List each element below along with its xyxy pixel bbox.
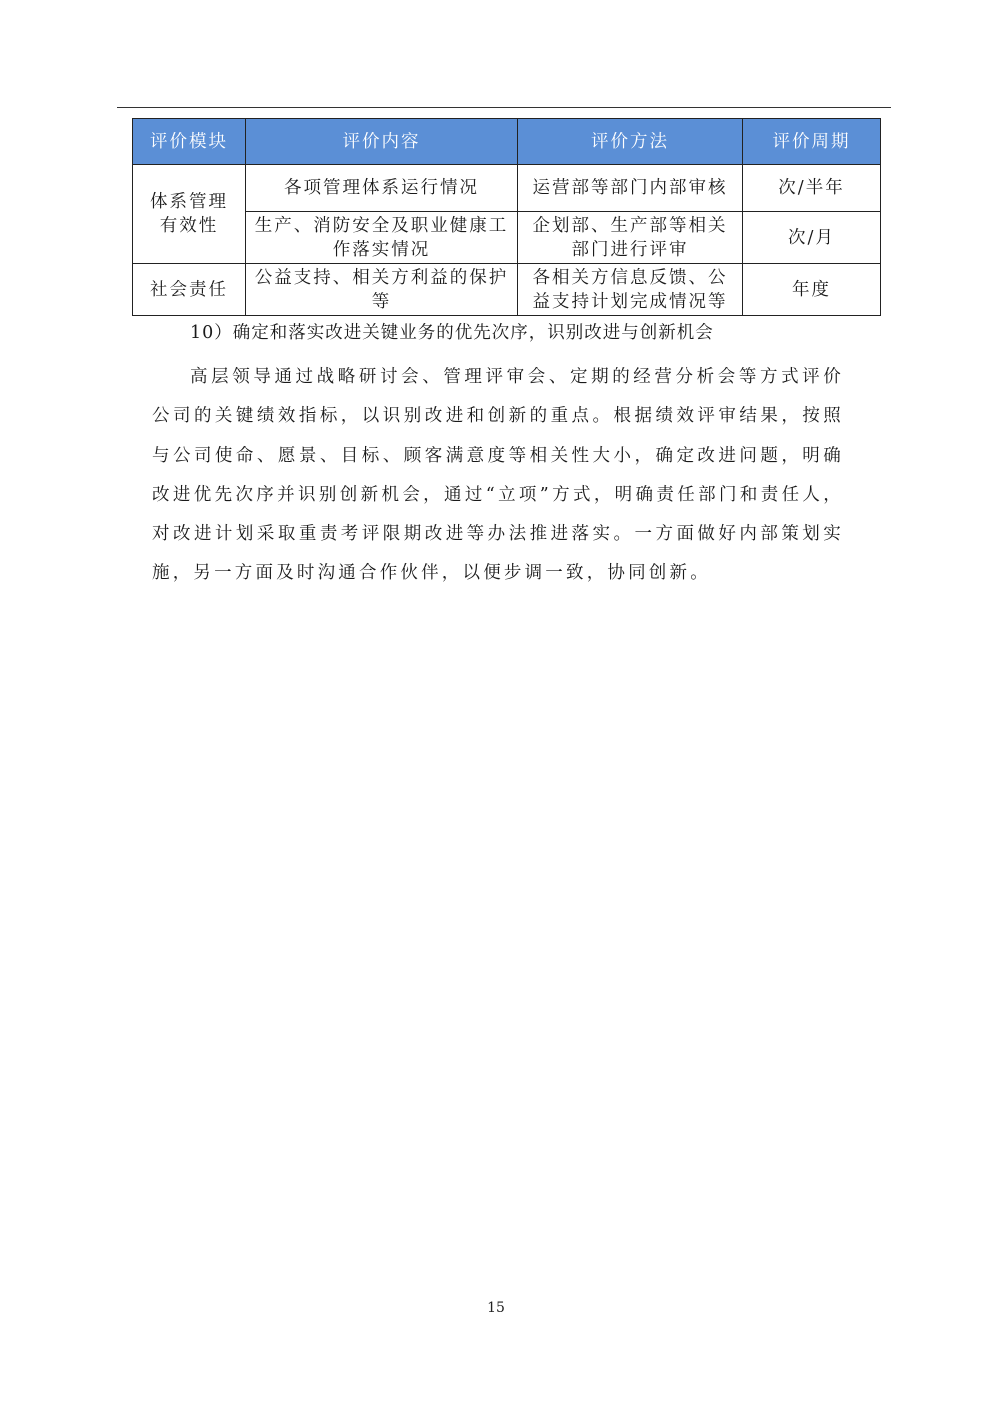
content-cell: 公益支持、相关方利益的保护等 (246, 264, 518, 316)
page-number: 15 (487, 1300, 505, 1316)
body-paragraph: 高层领导通过战略研讨会、管理评审会、定期的经营分析会等方式评价公司的关键绩效指标，以识别改进和创新的重点。根据绩效评审结果，按照与公司使命、愿景、目标、顾客满意度等相关性大小，确定改进问题，明确改进优先次序并识别创新机会，通过“立项”方式，明确责任部门和责任人，对改进计划采取重责考评限期改进等办法推进落实。一方面做好内部策划实施，另一方面及时沟通合作伙伴，以便步调一致，协同创新。 (152, 367, 844, 584)
table-header-row (133, 119, 881, 165)
content-cell: 生产、消防安全及职业健康工作落实情况 (246, 212, 518, 264)
module-cell-social-responsibility: 社会责任 (133, 264, 246, 316)
header-method: 评价方法 (518, 119, 743, 165)
module-cell-system-effectiveness: 体系管理有效性 (133, 165, 246, 264)
method-cell: 运营部等部门内部审核 (518, 165, 743, 212)
cycle-cell: 次/半年 (743, 165, 881, 212)
header-rule (117, 107, 891, 108)
cycle-cell: 次/月 (743, 212, 881, 264)
method-cell: 各相关方信息反馈、公益支持计划完成情况等 (518, 264, 743, 316)
header-cycle: 评价周期 (743, 119, 881, 165)
header-content: 评价内容 (246, 119, 518, 165)
table-row (133, 165, 881, 212)
section-heading: 10）确定和落实改进关键业务的优先次序，识别改进与创新机会 (190, 323, 714, 343)
content-cell: 各项管理体系运行情况 (246, 165, 518, 212)
evaluation-table (132, 118, 881, 316)
table-body (133, 165, 881, 316)
body-content (152, 318, 844, 594)
table-row (133, 264, 881, 316)
table-row (133, 212, 881, 264)
cycle-cell: 年度 (743, 264, 881, 316)
method-cell: 企划部、生产部等相关部门进行评审 (518, 212, 743, 264)
header-module: 评价模块 (133, 119, 246, 165)
table-header (133, 119, 881, 165)
